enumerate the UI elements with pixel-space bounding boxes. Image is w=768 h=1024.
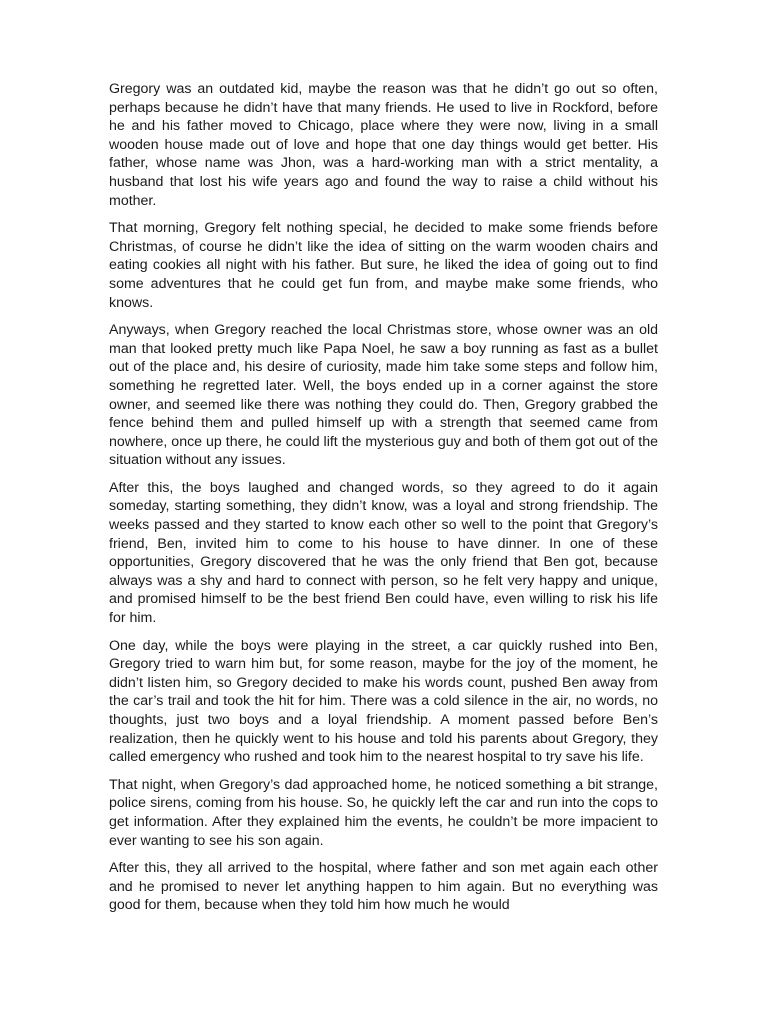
paragraph-1: Gregory was an outdated kid, maybe the reason was that he didn’t go out so often, perhaps because he didn’t have that many friends. He used to live in Rockford, before he and his father moved to Chicago, place where they were now, living in a small wooden house made out of love and hope that one day things would get better. His father, whose name was Jhon, was a hard-working man with a strict mentality, a husband that lost his wife years ago and found the way to raise a child without his mother.: [109, 81, 658, 209]
paragraph-4: After this, the boys laughed and changed words, so they agreed to do it again someday, starting something, they didn’t know, was a loyal and strong friendship. The weeks passed and they started to know each other so well to the point that Gregory’s friend, Ben, invited him to come to his house to have dinner. In one of these opportunities, Gregory discovered that he was the only friend that Ben got, because always was a shy and hard to connect with person, so he felt very happy and unique, and promised himself to be the best friend Ben could have, even willing to risk his life for him.: [109, 479, 658, 627]
paragraph-7: After this, they all arrived to the hospital, where father and son met again each other and he promised to never let anything happen to him again. But no everything was good for them, because when they told him how much he would: [109, 860, 658, 914]
paragraph-3: Anyways, when Gregory reached the local Christmas store, whose owner was an old man that looked pretty much like Papa Noel, he saw a boy running as fast as a bullet out of the place and, his desire of curiosity, made him take some steps and follow him, something he regretted later. Well, the boys ended up in a corner against the store owner, and seemed like there was nothing they could do. Then, Gregory grabbed the fence behind them and pulled himself up with a strength that seemed came from nowhere, once up there, he could lift the mysterious guy and both of them got out of the situation without any issues.: [109, 322, 658, 469]
paragraph-2: That morning, Gregory felt nothing special, he decided to make some friends before Christmas, of course he didn’t like the idea of sitting on the warm wooden chairs and eating cookies all night with his father. But sure, he liked the idea of going out to find some adventures that he could get fun from, and maybe make some friends, who knows.: [109, 220, 658, 311]
paragraph-6: That night, when Gregory’s dad approached home, he noticed something a bit strange, police sirens, coming from his house. So, he quickly left the car and run into the cops to get information. After they explained him the events, he couldn’t be more impacient to ever wanting to see his son again.: [109, 776, 658, 849]
paragraph-5: One day, while the boys were playing in the street, a car quickly rushed into Ben, Gregory tried to warn him but, for some reason, maybe for the joy of the moment, he didn’t listen him, so Gregory decided to make his words count, pushed Ben away from the car’s trail and took the hit for him. There was a cold silence in the air, no words, no thoughts, just two boys and a loyal friendship. A moment passed before Ben’s realization, then he quickly went to his house and told his parents about Gregory, they called emergency who rushed and took him to the nearest hospital to try save his life.: [109, 637, 658, 766]
document-page: [109, 80, 658, 924]
